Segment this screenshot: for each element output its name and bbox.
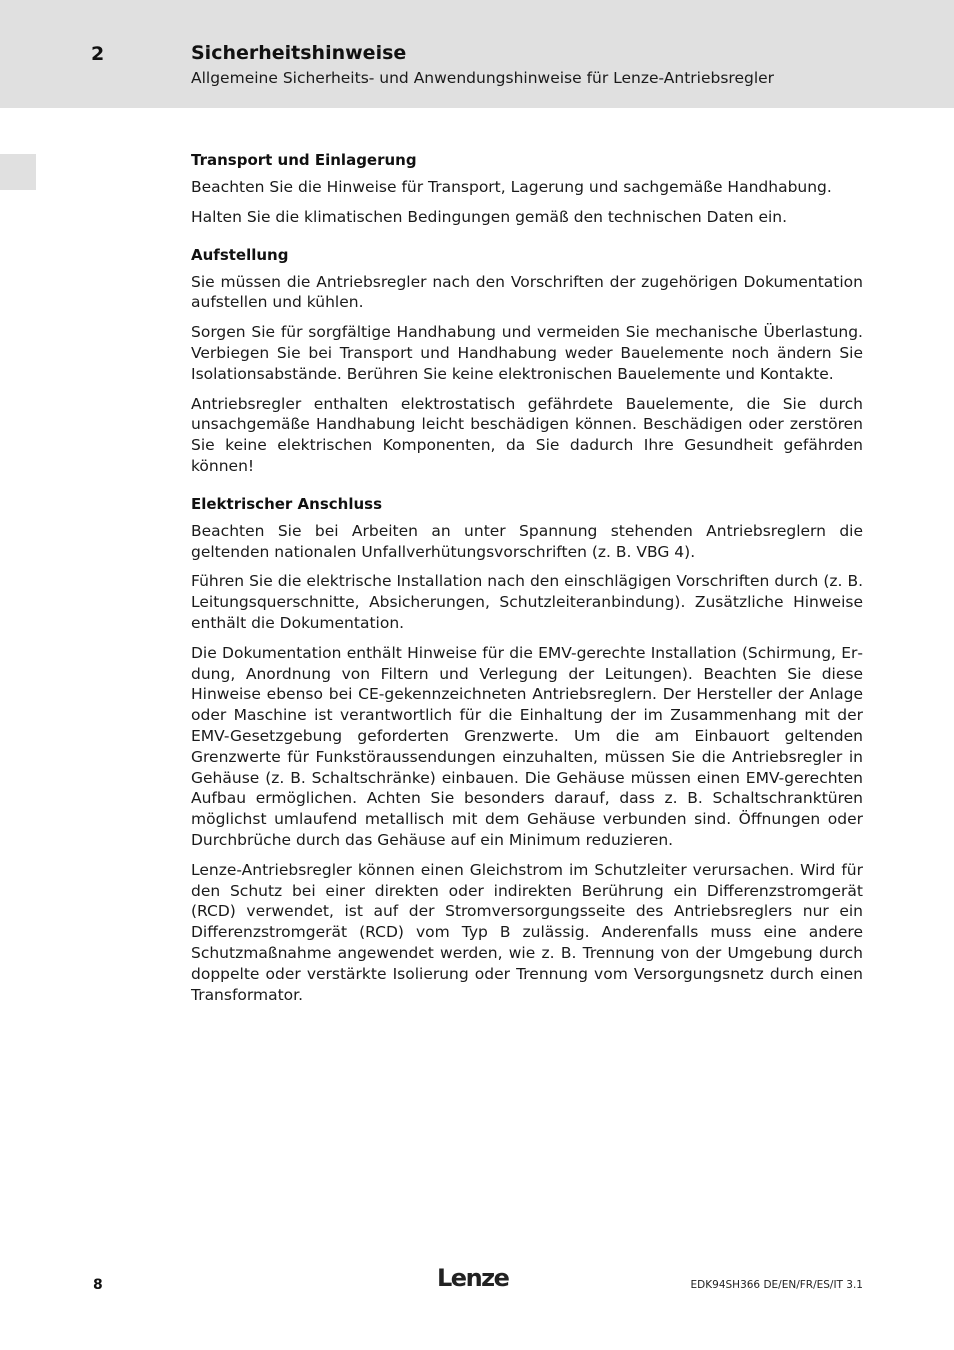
chapter-side-tab xyxy=(0,154,36,190)
paragraph: Führen Sie die elektrische Installation nach den einschlägigen Vorschriften durch (z. B. Leitungsquerschnitte, Absicherungen, Schutzleiteranbindung). Zusätzliche Hinweise enthält die Dokumentation. xyxy=(191,572,863,632)
paragraph: Sie müssen die Antriebsregler nach den Vorschriften der zugehörigen Dokumentation aufstellen und kühlen. xyxy=(191,272,863,312)
paragraph: Antriebsregler enthalten elektrostatisch gefährdete Bauelemente, die Sie durch unsachgemäße Handhabung leicht beschädigen können. Beschädigen oder zerstören Sie keine elektrischen Komponenten, da Sie dadurch Ihre Gesundheit gefährden können! xyxy=(191,394,863,475)
paragraph: Beachten Sie bei Arbeiten an unter Spannung stehenden Antriebsreglern die geltenden nationalen Unfallverhütungsvorschriften (z. B. VBG 4). xyxy=(191,521,863,561)
lenze-logo: Lenze xyxy=(437,1264,509,1292)
chapter-number: 2 xyxy=(91,43,105,65)
chapter-subtitle: Allgemeine Sicherheits- und Anwendungshinweise für Lenze-Antriebsregler xyxy=(191,69,775,87)
page-body xyxy=(191,150,863,1014)
section-heading: Elektrischer Anschluss xyxy=(191,494,383,513)
section-elektrischer-anschluss xyxy=(191,494,863,1006)
chapter-title: Sicherheitshinweise xyxy=(191,42,407,64)
document-code: EDK94SH366 DE/EN/FR/ES/IT 3.1 xyxy=(690,1279,863,1291)
paragraph: Lenze-Antriebsregler können einen Gleichstrom im Schutzleiter verursachen. Wird für den Schutz bei einer direkten oder indirekten Berührung ein Differenzstromgerät (RCD) verwendet, ist auf der Stromversorgungsseite des Antriebsreglers nur ein Differenzstromgerät (RCD) vom Typ B zulässig. Anderenfalls muss eine andere Schutzmaßnahme angewendet werden, wie z. B. Trennung von der Umgebung durch doppelte oder verstärkte Isolierung oder Trennung vom Versorgungsnetz durch einen Transformator. xyxy=(191,860,863,1004)
paragraph: Halten Sie die klimatischen Bedingungen gemäß den technischen Daten ein. xyxy=(191,207,788,226)
paragraph: Die Dokumentation enthält Hinweise für die EMV-gerechte Installation (Schirmung, Erdung, Anordnung von Filtern und Verlegung der Leitungen). Beachten Sie diese Hinweise ebenso bei CE-gekennzeichneten Antriebsreglern. Der Hersteller der Anlage oder Maschine ist verantwortlich für die Einhaltung der im Zusammenhang mit der EMV-Gesetzgebung geforderten Grenzwerte. Um die am Einbauort geltenden Grenzwerte für Funkstöraussendungen einzuhalten, müssen Sie die Antriebsregler in Gehäuse (z. B. Schaltschränke) einbauen. Die Gehäuse müssen einen EMV-gerechten Aufbau ermöglichen. Achten Sie besonders darauf, dass z. B. Schaltschranktüren möglichst umlaufend metallisch mit dem Gehäuse verbunden sind. Öffnungen oder Durchbrüche durch das Gehäuse auf ein Minimum reduzieren. xyxy=(191,643,863,849)
section-aufstellung xyxy=(191,245,863,477)
section-heading: Transport und Einlagerung xyxy=(191,151,417,169)
paragraph: Beachten Sie die Hinweise für Transport, Lagerung und sachgemäße Handhabung. xyxy=(191,178,832,196)
chapter-header-band xyxy=(0,0,954,108)
section-transport xyxy=(191,150,863,228)
paragraph: Sorgen Sie für sorgfältige Handhabung und vermeiden Sie mechanische Überlastung. Verbiegen Sie bei Transport und Handhabung weder Bauelemente noch ändern Sie Isolationsabstände. Berühren Sie keine elektronischen Bauelemente und Kontakte. xyxy=(191,323,863,383)
page-number: 8 xyxy=(93,1277,103,1293)
section-heading: Aufstellung xyxy=(191,245,289,264)
